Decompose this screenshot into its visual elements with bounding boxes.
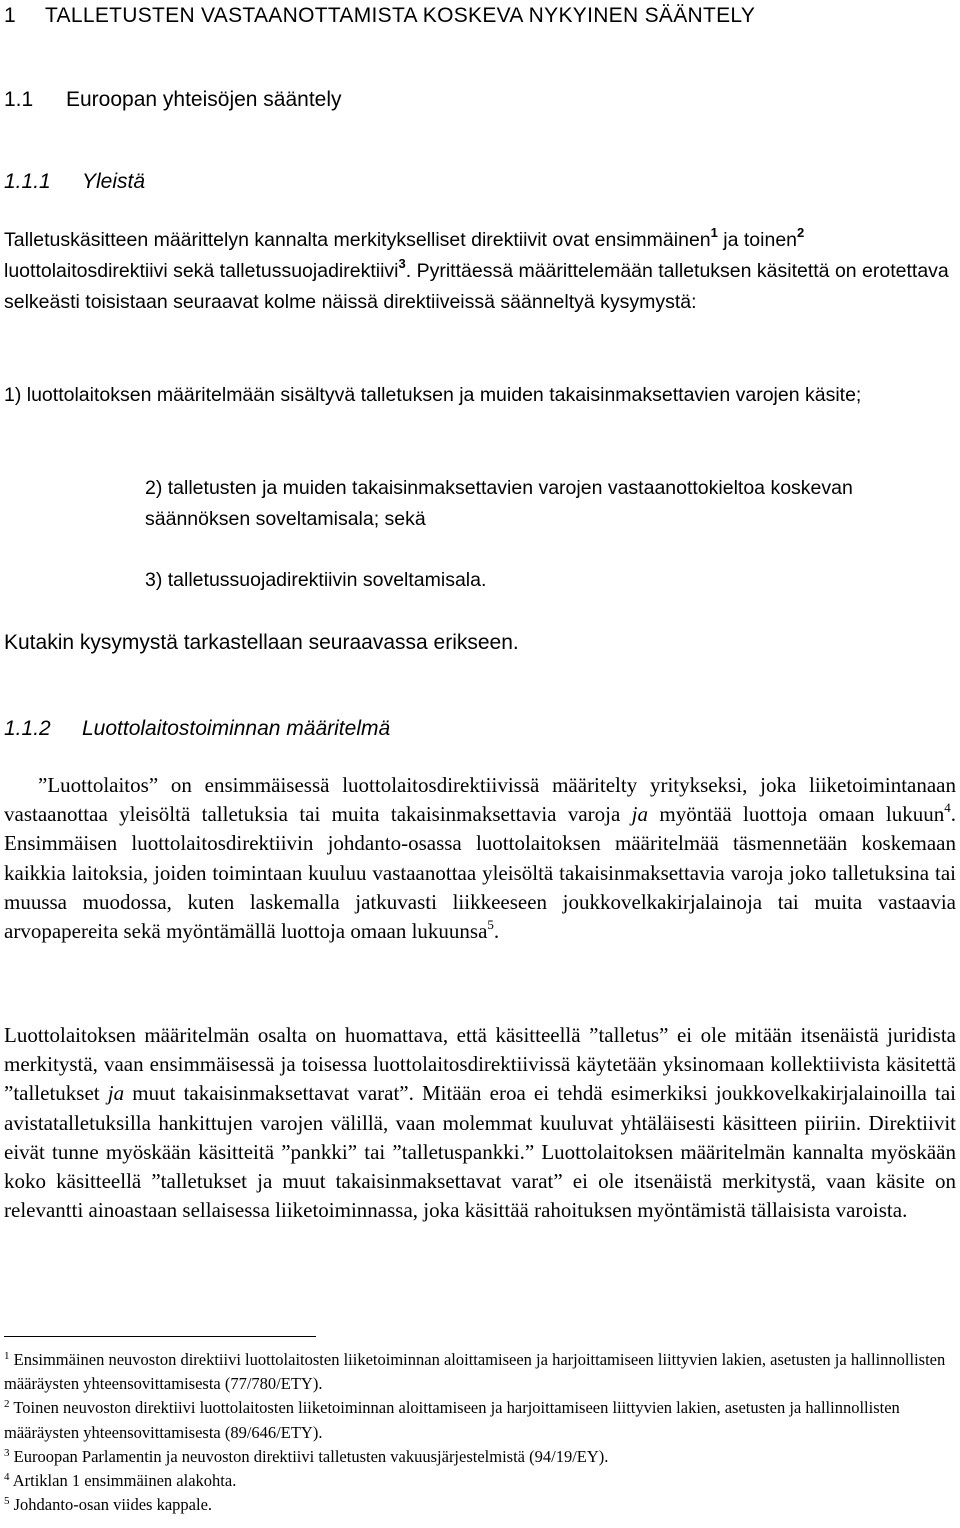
footnote-ref-1[interactable]: 1 — [710, 225, 718, 240]
definition-text-b: myöntää luottoja omaan lukuun — [648, 802, 945, 827]
deposit-ja: ja — [107, 1081, 125, 1106]
intro-text-b: ja toinen — [717, 229, 798, 251]
intro-text-c: luottolaitosdirektiivi sekä talletussuojadirektiivi — [4, 260, 399, 282]
footnote-text: Johdanto-osan viides kappale. — [9, 1495, 213, 1515]
heading-level-1 — [4, 4, 755, 28]
heading-section-2 — [4, 717, 390, 741]
footnote-mark: 4 — [4, 1471, 10, 1484]
heading-1-number: 1 — [4, 4, 16, 27]
list-item-3: 3) talletussuojadirektiivin soveltamisala. — [145, 569, 487, 591]
footnote-5 — [4, 1493, 956, 1517]
heading-level-2 — [4, 88, 342, 112]
definition-ja: ja — [631, 802, 649, 827]
definition-text-c: . Ensimmäisen luottolaitosdirektiivin johdanto-osassa luottolaitoksen määritelmää täsmennetään koskemaan kaikkia laitoksia, joiden toimintaan kuuluu vastaanottaa yleisöltä takaisinmaksettavia varoja joko talletuksina tai muussa muodossa, kuten laskemalla jatkuvasti liikkeeseen joukkovelkakirjalainoja tai muita vastaavia arvopapereita sekä myöntämällä luottoja omaan lukuunsa — [4, 802, 956, 944]
footnote-4 — [4, 1469, 956, 1493]
heading-section-1 — [4, 170, 145, 194]
deposit-text-b: muut takaisinmaksettavat varat”. Mitään eroa ei tehdä esimerkiksi joukkovelkakirjalainoilla tai avistatalletuksilla hankittujen varojen välillä, vaan molemmat kuuluvat yhtäläisesti käsitteen piiriin. Direktiivit eivät tunne myöskään käsitteitä ”pankki” tai ”talletuspankki.” Luottolaitoksen määritelmän kannalta myöskään koko käsitteellä ”talletukset ja muut takaisinmaksettavat varat” ei ole itsenäistä merkitystä, vaan käsite on relevantti ainoastaan sellaisessa liiketoiminnassa, joka käsittää rahoituksen myöntämistä tällaisista varoista. — [4, 1081, 957, 1223]
footnote-1 — [4, 1348, 956, 1396]
footnote-divider — [4, 1336, 316, 1337]
footnotes — [4, 1348, 956, 1517]
list-item-1: 1) luottolaitoksen määritelmään sisältyvä talletuksen ja muiden takaisinmaksettavien varojen käsite; — [4, 384, 862, 406]
heading-2-number: 1.1 — [4, 88, 34, 111]
footnote-text: Euroopan Parlamentin ja neuvoston direktiivi talletusten vakuusjärjestelmistä (94/19/EY). — [9, 1446, 609, 1466]
footnote-ref-3[interactable]: 3 — [398, 256, 406, 271]
footnote-ref-5[interactable]: 5 — [487, 917, 494, 933]
footnote-2 — [4, 1396, 956, 1444]
definition-text-a: ”Luottolaitos” on ensimmäisessä luottolaitosdirektiivissä määritelty yritykseksi, joka liiketoimintanaan vastaanottaa yleisöltä talletuksia tai muita takaisinmaksettavia varoja — [4, 773, 956, 827]
intro-text-d: . Pyrittäessä määrittelemään talletuksen käsitettä on erotettava selkeästi toisistaan seuraavat kolme näissä direktiiveissä säänneltyä kysymystä: — [4, 260, 949, 313]
footnote-text: Ensimmäinen neuvoston direktiivi luottolaitosten liiketoiminnan aloittamiseen ja harjoittamiseen liittyvien lakien, asetusten ja hallinnollisten määräysten yhteensovittamisesta (77/780/ETY). — [4, 1350, 946, 1394]
deposit-concept-paragraph — [4, 1021, 956, 1225]
heading-1-title: TALLETUSTEN VASTAANOTTAMISTA KOSKEVA NYKYINEN SÄÄNTELY — [44, 4, 756, 27]
footnote-mark: 1 — [4, 1350, 10, 1362]
footnote-mark: 3 — [4, 1446, 10, 1459]
footnote-3 — [4, 1445, 956, 1469]
deposit-text-a: Luottolaitoksen määritelmän osalta on huomattava, että käsitteellä ”talletus” ei ole mitään itsenäistä juridista merkitystä, vaan ensimmäisessä ja toisessa luottolaitosdirektiivissä käytetään yksinomaan kollektiivista käsitettä ”talletukset — [4, 1023, 956, 1106]
section-2-title: Luottolaitostoiminnan määritelmä — [82, 717, 391, 740]
footnote-mark: 5 — [4, 1495, 10, 1508]
definition-text-d: . — [493, 919, 500, 944]
footnote-ref-4[interactable]: 4 — [944, 800, 951, 816]
section-1-number: 1.1.1 — [4, 170, 51, 193]
intro-text-a: Talletuskäsitteen määrittelyn kannalta merkitykselliset direktiivit ovat ensimmäinen — [4, 229, 711, 251]
list-item-2: 2) talletusten ja muiden takaisinmaksettavien varojen vastaanottokieltoa koskevan säännöksen soveltamisala; sekä — [145, 477, 853, 530]
closing-paragraph: Kutakin kysymystä tarkastellaan seuraavassa erikseen. — [4, 631, 519, 654]
footnote-mark: 2 — [4, 1398, 10, 1411]
heading-2-title: Euroopan yhteisöjen sääntely — [66, 88, 342, 111]
footnote-ref-2[interactable]: 2 — [797, 225, 805, 240]
footnote-text: Artiklan 1 ensimmäinen alakohta. — [9, 1471, 237, 1491]
section-1-title: Yleistä — [82, 170, 146, 193]
definition-paragraph — [4, 771, 956, 946]
intro-paragraph — [4, 225, 956, 318]
footnote-text: Toinen neuvoston direktiivi luottolaitosten liiketoiminnan aloittamiseen ja harjoittamiseen liittyvien lakien, asetusten ja hallinnollisten määräysten yhteensovittamisesta (89/646/ETY). — [4, 1398, 900, 1442]
section-2-number: 1.1.2 — [4, 717, 51, 740]
